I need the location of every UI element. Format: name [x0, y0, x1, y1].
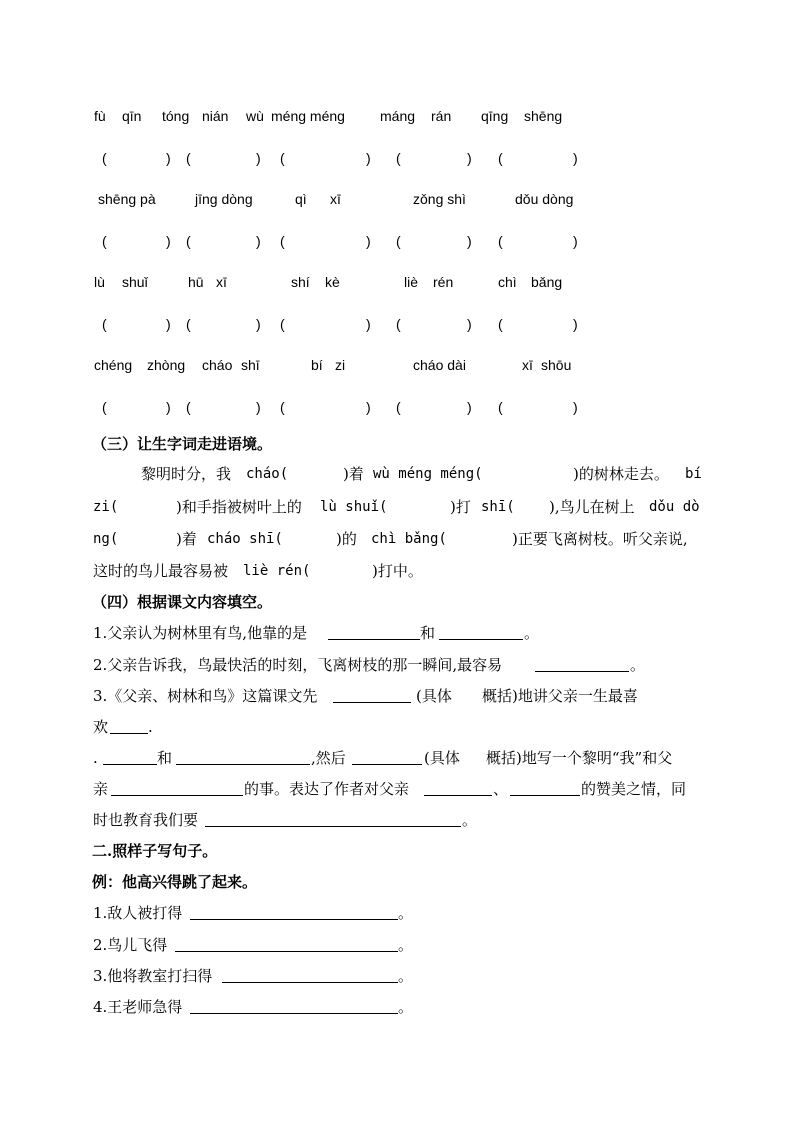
pinyin-prompt: zi(	[93, 499, 119, 515]
pinyin: shuǐ	[122, 274, 148, 290]
answer-blank[interactable]	[111, 795, 243, 796]
question-text: 的赞美之情，同	[581, 780, 687, 798]
pinyin: rán	[431, 108, 452, 124]
paren-close: )	[166, 150, 171, 166]
question-text: 概括)地写一个黎明“我”和父	[486, 749, 673, 767]
answer-blank[interactable]	[110, 733, 148, 734]
answer-blank[interactable]	[103, 764, 157, 765]
paren-close: )	[573, 233, 578, 249]
paren-open: (	[280, 150, 285, 166]
pinyin-prompt: liè rén(	[243, 563, 311, 579]
pinyin: shí	[291, 274, 310, 290]
text: 黎明时分，我	[141, 465, 232, 483]
pinyin: zǒng shì	[413, 191, 466, 207]
section-heading: （三）让生字词走进语境。	[92, 435, 273, 453]
pinyin: shī	[241, 357, 260, 373]
answer-blank[interactable]	[510, 795, 580, 796]
paren-open: (	[396, 150, 401, 166]
paren-open: (	[186, 316, 191, 332]
paren-close: )	[573, 399, 578, 415]
paren-open: (	[498, 150, 503, 166]
pinyin: lù	[94, 274, 105, 290]
paren-close: )	[256, 150, 261, 166]
question-text: 的事。表达了作者对父亲	[244, 780, 410, 798]
pinyin: chì	[498, 274, 517, 290]
question-text: (具体	[416, 687, 452, 705]
pinyin: chéng	[94, 357, 133, 373]
text: )打中。	[372, 562, 423, 580]
answer-blank[interactable]	[175, 951, 398, 952]
pinyin-prompt: chì bǎng(	[371, 531, 447, 547]
question-text: 2.父亲告诉我，鸟最快活的时刻，飞离树枝的那一瞬间,最容易	[93, 656, 503, 674]
pinyin: xī	[522, 357, 533, 373]
question-text: 。	[462, 811, 478, 829]
pinyin: cháo dài	[413, 357, 466, 373]
pinyin: wù	[246, 108, 264, 124]
paren-close: )	[467, 316, 472, 332]
paren-close: )	[467, 399, 472, 415]
paren-close: )	[573, 150, 578, 166]
paren-open: (	[186, 233, 191, 249]
sentence-prompt: 2.鸟儿飞得	[93, 936, 168, 954]
paren-close: )	[256, 316, 261, 332]
question-text: 时也教育我们要	[93, 811, 199, 829]
pinyin: shōu	[541, 357, 572, 373]
pinyin-prompt: dǒu dò	[649, 499, 700, 515]
pinyin: cháo	[202, 357, 233, 373]
paren-close: )	[256, 233, 261, 249]
paren-close: )	[467, 233, 472, 249]
answer-blank[interactable]	[190, 919, 398, 920]
sentence-prompt: 3.他将教室打扫得	[93, 967, 213, 985]
question-text: 3.《父亲、树林和鸟》这篇课文先	[93, 687, 318, 705]
answer-blank[interactable]	[333, 702, 411, 703]
paren-open: (	[102, 399, 107, 415]
pinyin-prompt: bí	[685, 466, 702, 482]
paren-close: )	[166, 233, 171, 249]
sentence-prompt: 。	[398, 904, 414, 922]
text: )正要飞离树枝。听父亲说,	[512, 530, 688, 548]
example-sentence: 例：他高兴得跳了起来。	[92, 873, 258, 891]
pinyin: nián	[202, 108, 229, 124]
answer-blank[interactable]	[424, 795, 492, 796]
answer-blank[interactable]	[535, 671, 629, 672]
answer-blank[interactable]	[439, 639, 523, 640]
pinyin: dǒu dòng	[515, 191, 574, 207]
pinyin: tóng	[162, 108, 190, 124]
text: )打	[450, 498, 471, 516]
paren-close: )	[366, 316, 371, 332]
pinyin: fù	[94, 108, 106, 124]
question-text: 1.父亲认为树林里有鸟,他靠的是	[93, 624, 308, 642]
answer-blank[interactable]	[190, 1013, 398, 1014]
sentence-prompt: 1.敌人被打得	[93, 904, 183, 922]
paren-open: (	[280, 233, 285, 249]
pinyin: bǎng	[531, 274, 563, 290]
text: )的	[336, 530, 357, 548]
question-text: 概括)地讲父亲一生最喜	[482, 687, 638, 705]
paren-open: (	[498, 316, 503, 332]
question-text: 欢	[93, 718, 109, 736]
paren-open: (	[280, 399, 285, 415]
pinyin: méng méng	[271, 108, 345, 124]
section-heading: 二.照样子写句子。	[92, 842, 218, 860]
sentence-prompt: 。	[398, 967, 414, 985]
pinyin: shēng	[524, 108, 563, 124]
text: )着	[176, 530, 197, 548]
pinyin: máng	[380, 108, 416, 124]
paren-open: (	[280, 316, 285, 332]
pinyin: liè	[404, 274, 419, 290]
question-text: 。	[630, 656, 646, 674]
pinyin: zhòng	[147, 357, 186, 373]
pinyin: zi	[335, 357, 346, 373]
paren-open: (	[102, 150, 107, 166]
question-text: 和	[420, 624, 436, 642]
paren-open: (	[498, 233, 503, 249]
pinyin-prompt: shī(	[481, 499, 515, 515]
paren-close: )	[166, 316, 171, 332]
answer-blank[interactable]	[205, 826, 461, 827]
text: )和手指被树叶上的	[176, 498, 302, 516]
paren-close: )	[366, 233, 371, 249]
paren-open: (	[396, 233, 401, 249]
pinyin: jīng dòng	[195, 191, 253, 207]
answer-blank[interactable]	[176, 764, 310, 765]
pinyin-prompt: cháo shī(	[207, 531, 283, 547]
question-text: 和	[157, 749, 173, 767]
pinyin-prompt: wù méng méng(	[373, 466, 483, 482]
pinyin: qīng	[481, 108, 509, 124]
question-text: ,然后	[311, 749, 346, 767]
question-text: .	[148, 718, 153, 736]
paren-close: )	[366, 150, 371, 166]
pinyin: bí	[311, 357, 323, 373]
question-text: .	[93, 749, 98, 767]
pinyin: kè	[325, 274, 340, 290]
sentence-prompt: 。	[398, 998, 414, 1016]
paren-close: )	[366, 399, 371, 415]
paren-open: (	[102, 316, 107, 332]
paren-open: (	[186, 150, 191, 166]
paren-open: (	[396, 316, 401, 332]
question-text: 。	[524, 624, 540, 642]
paren-open: (	[186, 399, 191, 415]
paren-close: )	[256, 399, 261, 415]
pinyin-prompt: ng(	[93, 531, 119, 547]
pinyin: hū	[188, 274, 204, 290]
paren-open: (	[102, 233, 107, 249]
answer-blank[interactable]	[222, 982, 398, 983]
answer-blank[interactable]	[328, 639, 420, 640]
paren-open: (	[396, 399, 401, 415]
paren-close: )	[166, 399, 171, 415]
sentence-prompt: 。	[398, 936, 414, 954]
sentence-prompt: 4.王老师急得	[93, 998, 183, 1016]
paren-open: (	[498, 399, 503, 415]
pinyin: shēng pà	[98, 191, 156, 207]
pinyin: xī	[330, 191, 341, 207]
question-text: (具体	[424, 749, 460, 767]
pinyin: rén	[433, 274, 454, 290]
question-text: 、	[493, 780, 509, 798]
pinyin: xī	[216, 274, 227, 290]
pinyin: qīn	[122, 108, 142, 124]
pinyin: qì	[295, 191, 307, 207]
text: ),鸟儿在树上	[549, 498, 635, 516]
answer-blank[interactable]	[352, 764, 422, 765]
section-heading: （四）根据课文内容填空。	[92, 593, 273, 611]
text: 这时的鸟儿最容易被	[93, 562, 229, 580]
text: )的树林走去。	[573, 465, 669, 483]
paren-close: )	[467, 150, 472, 166]
question-text: 亲	[93, 780, 109, 798]
pinyin-prompt: cháo(	[246, 466, 289, 482]
text: )着	[343, 465, 364, 483]
paren-close: )	[573, 316, 578, 332]
pinyin-prompt: lù shuǐ(	[320, 499, 388, 515]
